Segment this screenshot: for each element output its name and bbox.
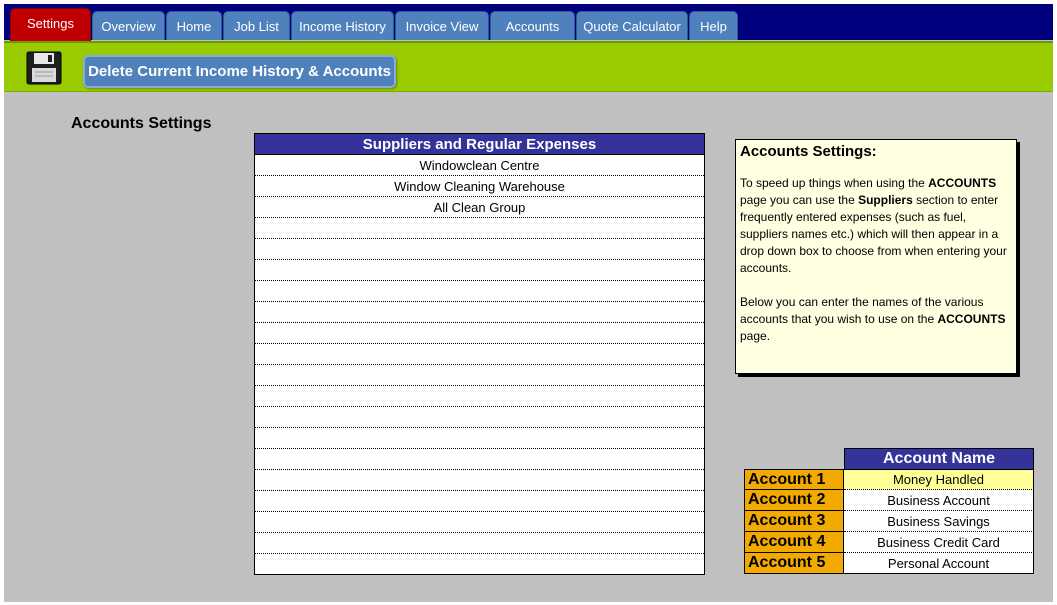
account-name-cell[interactable]: Business Credit Card [844, 532, 1034, 553]
supplier-row[interactable]: Window Cleaning Warehouse [255, 176, 704, 197]
account-row [744, 511, 1034, 532]
supplier-row[interactable] [255, 533, 704, 554]
account-name-cell[interactable]: Business Savings [844, 511, 1034, 532]
tab-settings[interactable]: Settings [10, 8, 91, 41]
floppy-disk-icon[interactable] [26, 51, 62, 85]
accounts-table [744, 469, 1034, 574]
suppliers-table [254, 133, 705, 575]
supplier-row[interactable]: All Clean Group [255, 197, 704, 218]
info-title: Accounts Settings: [740, 143, 877, 160]
app-window [4, 4, 1053, 602]
supplier-row[interactable]: Windowclean Centre [255, 155, 704, 176]
tab-help[interactable]: Help [689, 11, 738, 40]
supplier-row[interactable] [255, 344, 704, 365]
supplier-row[interactable] [255, 260, 704, 281]
supplier-row[interactable] [255, 428, 704, 449]
account-label: Account 3 [744, 511, 844, 532]
suppliers-header: Suppliers and Regular Expenses [255, 134, 704, 155]
account-row [744, 532, 1034, 553]
info-paragraph-2: Below you can enter the names of the various accounts that you wish to use on the ACCOUNTS page. [740, 295, 1006, 343]
account-row [744, 553, 1034, 574]
account-row [744, 469, 1034, 490]
supplier-row[interactable] [255, 218, 704, 239]
toolbar [4, 41, 1053, 92]
account-row [744, 490, 1034, 511]
tab-home[interactable]: Home [166, 11, 222, 40]
supplier-row[interactable] [255, 449, 704, 470]
supplier-row[interactable] [255, 302, 704, 323]
supplier-row[interactable] [255, 470, 704, 491]
supplier-row[interactable] [255, 386, 704, 407]
supplier-row[interactable] [255, 512, 704, 533]
tab-accounts[interactable]: Accounts [490, 11, 575, 40]
info-paragraph-1: To speed up things when using the ACCOUNTS page you can use the Suppliers section to enter frequently entered expenses (such as fuel, suppliers names etc.) which will then appear in a drop down box to choose from when entering your accounts. [740, 176, 1007, 275]
page-title: Accounts Settings [71, 115, 212, 132]
supplier-row[interactable] [255, 491, 704, 512]
supplier-row[interactable] [255, 323, 704, 344]
tab-invoice-view[interactable]: Invoice View [395, 11, 489, 40]
tab-job-list[interactable]: Job List [223, 11, 290, 40]
supplier-row[interactable] [255, 407, 704, 428]
account-label: Account 4 [744, 532, 844, 553]
account-label: Account 1 [744, 469, 844, 490]
supplier-row[interactable] [255, 365, 704, 386]
tab-income-history[interactable]: Income History [291, 11, 394, 40]
account-label: Account 5 [744, 553, 844, 574]
supplier-row[interactable] [255, 281, 704, 302]
account-name-cell[interactable]: Money Handled [844, 469, 1034, 490]
tab-overview[interactable]: Overview [92, 11, 165, 40]
tab-quote-calculator[interactable]: Quote Calculator [576, 11, 688, 40]
account-name-cell[interactable]: Business Account [844, 490, 1034, 511]
tab-bar [4, 4, 1053, 40]
account-name-cell[interactable]: Personal Account [844, 553, 1034, 574]
delete-history-button[interactable]: Delete Current Income History & Accounts [83, 55, 396, 88]
supplier-row[interactable] [255, 554, 704, 575]
supplier-row[interactable] [255, 239, 704, 260]
account-label: Account 2 [744, 490, 844, 511]
info-box [735, 139, 1017, 374]
account-name-header: Account Name [844, 448, 1034, 470]
